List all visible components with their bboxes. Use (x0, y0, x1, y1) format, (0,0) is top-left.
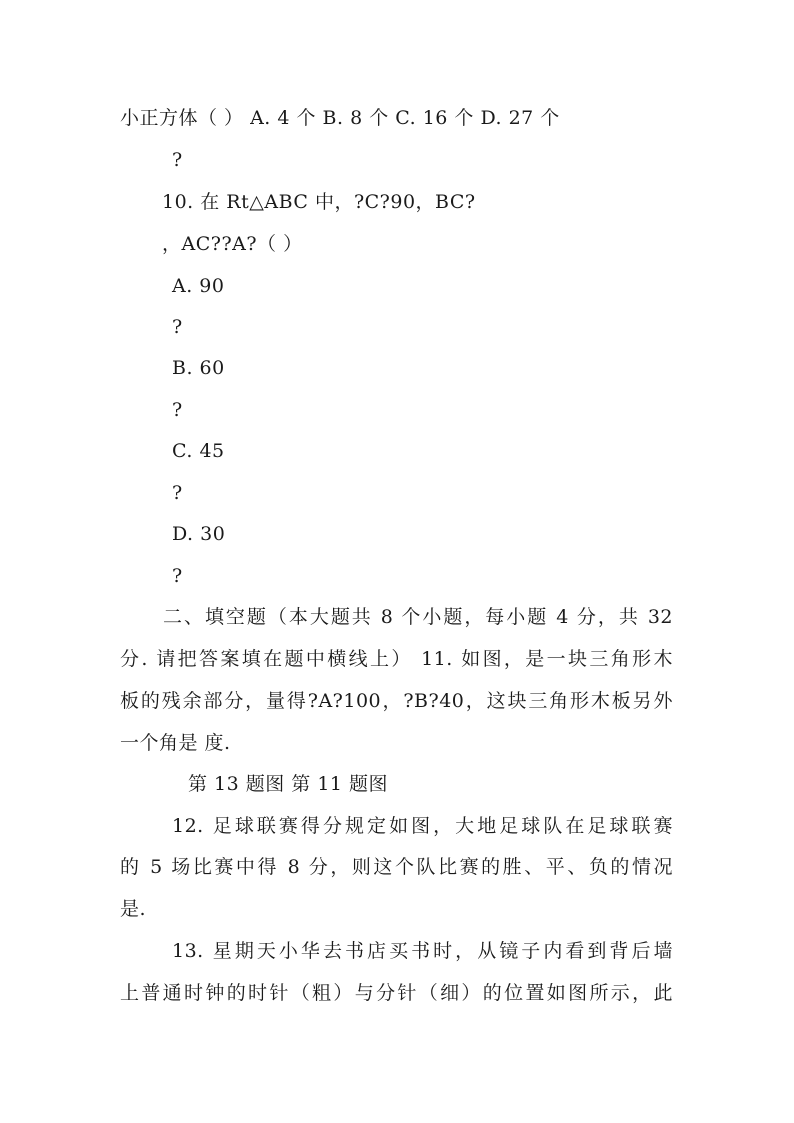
figure-captions: 第 13 题图 第 11 题图 (188, 773, 389, 795)
q11-text-end: 一个角是 度. (120, 732, 231, 754)
q10-stem: 10. 在 Rt△ABC 中，?C?90，BC? (162, 191, 476, 213)
section-instructions-q11: 分. 请把答案填在题中横线上） 11. 如图，是一块三角形木 (120, 648, 673, 670)
q10-option-b: B. 60 (172, 357, 225, 379)
placeholder-mark: ? (172, 565, 183, 587)
q12-text-end: 是. (120, 898, 147, 920)
placeholder-mark: ? (172, 482, 183, 504)
q10-option-d: D. 30 (172, 523, 226, 545)
q10-option-c: C. 45 (172, 440, 225, 462)
q13-text: 13. 星期天小华去书店买书时，从镜子内看到背后墙 (172, 940, 673, 962)
q12-text: 12. 足球联赛得分规定如图，大地足球队在足球联赛 (172, 815, 673, 837)
q9-options-line: 小正方体（ ） A. 4 个 B. 8 个 C. 16 个 D. 27 个 (120, 107, 560, 129)
q11-text: 板的残余部分，量得?A?100，?B?40，这块三角形木板另外 (120, 690, 673, 712)
q12-text-continued: 的 5 场比赛中得 8 分，则这个队比赛的胜、平、负的情况 (120, 856, 673, 878)
section-heading-fill-in: 二、填空题（本大题共 8 个小题，每小题 4 分，共 32 (163, 606, 673, 628)
q13-text-continued: 上普通时钟的时针（粗）与分针（细）的位置如图所示，此 (120, 982, 673, 1004)
placeholder-mark: ? (172, 316, 183, 338)
q10-stem-continued: ，AC??A?（ ） (162, 233, 303, 255)
placeholder-mark: ? (172, 399, 183, 421)
q10-option-a: A. 90 (172, 275, 225, 297)
placeholder-mark: ? (172, 149, 183, 171)
